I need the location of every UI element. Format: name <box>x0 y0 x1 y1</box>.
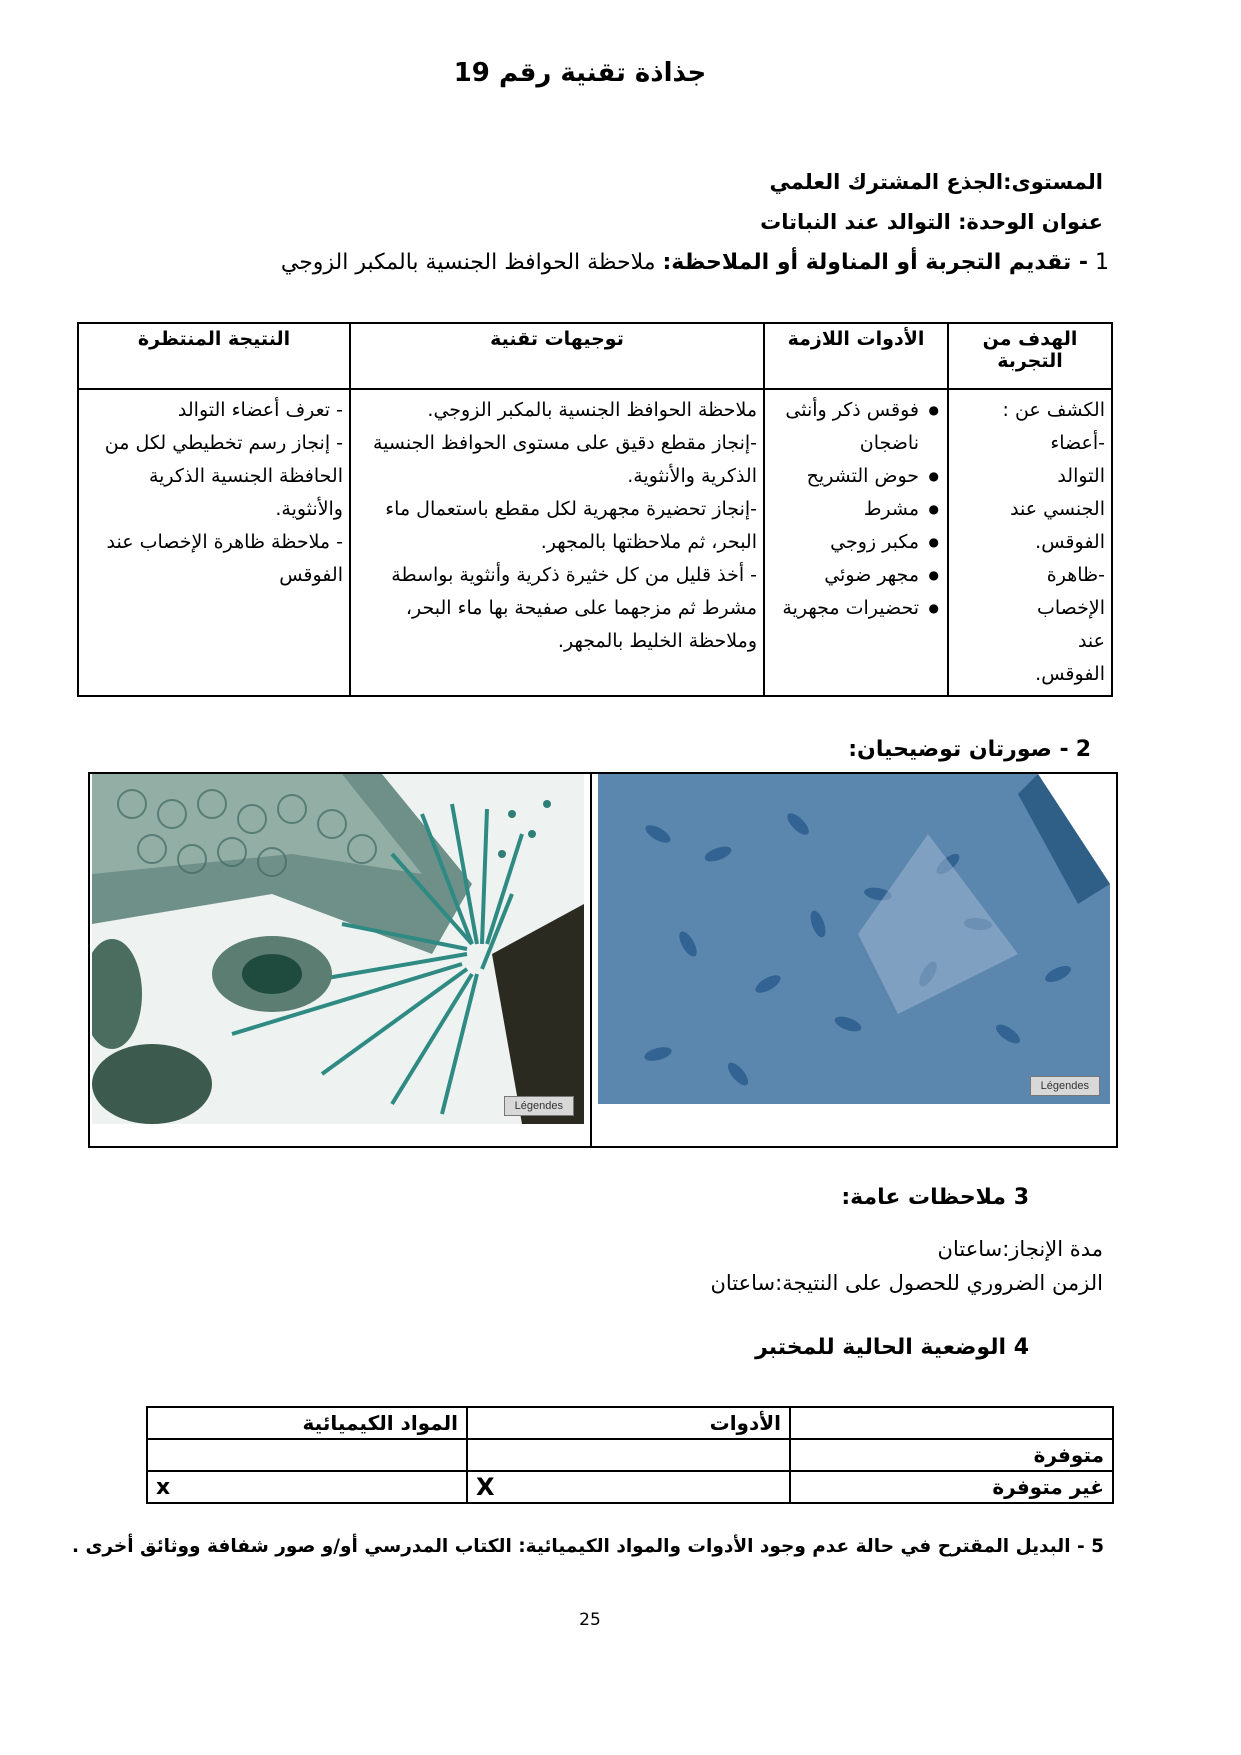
legend-button-right[interactable]: Légendes <box>1030 1076 1100 1096</box>
goal-line: التوالد <box>1057 465 1105 487</box>
level-line: المستوى:الجذع المشترك العلمي <box>769 170 1103 194</box>
result-line: - إنجاز رسم تخطيطي لكل من الحافظة الجنسية الذكرية والأنثوية. <box>104 432 343 520</box>
photos-frame <box>88 772 1118 1148</box>
section1-text: ملاحظة الحوافظ الجنسية بالمكبر الزوجي <box>280 250 656 275</box>
goal-line: الجنسي عند <box>1010 498 1105 520</box>
page-number: 25 <box>579 1610 601 1630</box>
header-instructions: توجيهات تقنية <box>350 323 764 389</box>
tool-item: ● تحضيرات مجهرية <box>771 592 919 625</box>
section4-label: الوضعية الحالية للمختبر <box>755 1335 1007 1360</box>
tools-cell <box>764 389 948 696</box>
legend-button-left[interactable]: Légendes <box>504 1096 574 1116</box>
photo-divider <box>590 774 592 1146</box>
result-line: - تعرف أعضاء التوالد <box>177 399 343 421</box>
section1-label: - تقديم التجربة أو المناولة أو الملاحظة: <box>662 250 1088 275</box>
instructions-cell <box>350 389 764 696</box>
section3-number: 3 <box>1013 1185 1029 1210</box>
microscope-image-left <box>92 774 584 1124</box>
section5-line: 5 - البديل المقترح في حالة عدم وجود الأدوات والمواد الكيميائية: الكتاب المدرسي أو/و صور شفافة ووثائق أخرى . <box>72 1536 1104 1557</box>
instruction-line: - أخذ قليل من كل خثيرة ذكرية وأنثوية بواسطة مشرط ثم مزجهما على صفيحة بها ماء البحر، وملاحظة الخليط بالمجهر. <box>391 564 757 652</box>
tool-item: ● مشرط <box>771 493 919 526</box>
lab-row-unavailable: غير متوفرة <box>790 1471 1113 1503</box>
tool-item: ● مجهر ضوئي <box>771 559 919 592</box>
section2-number: 2 <box>1075 737 1091 762</box>
experiment-table <box>77 322 1113 697</box>
tool-item: ● فوقس ذكر وأنثى ناضجان <box>771 394 919 460</box>
page-title: جذاذة تقنية رقم 19 <box>453 58 707 88</box>
section4-heading <box>755 1335 1029 1360</box>
goal-line: -أعضاء <box>1050 432 1105 454</box>
section4-number: 4 <box>1013 1335 1029 1360</box>
goal-line: الفوقس. <box>1035 663 1105 685</box>
lab-cell <box>467 1439 790 1471</box>
lab-row-available: متوفرة <box>790 1439 1113 1471</box>
goal-line: عند <box>1077 630 1105 652</box>
duration-line: مدة الإنجاز:ساعتان <box>937 1237 1103 1261</box>
result-line: - ملاحظة ظاهرة الإخصاب عند الفوقس <box>106 531 343 586</box>
time-needed-line: الزمن الضروري للحصول على النتيجة:ساعتان <box>710 1271 1103 1295</box>
goal-cell <box>948 389 1112 696</box>
lab-header-tools: الأدوات <box>467 1407 790 1439</box>
tool-item: ● مكبر زوجي <box>771 526 919 559</box>
section1-heading <box>281 250 1109 275</box>
instruction-line: -إنجاز مقطع دقيق على مستوى الحوافظ الجنسية الذكرية والأنثوية. <box>373 432 757 487</box>
lab-header-chem: المواد الكيميائية <box>147 1407 467 1439</box>
section3-label: ملاحظات عامة: <box>841 1185 1007 1210</box>
section2-label: - صورتان توضيحيان: <box>848 737 1069 762</box>
unit-line: عنوان الوحدة: التوالد عند النباتات <box>760 210 1103 234</box>
photo-female-conceptacle <box>598 774 1110 1124</box>
lab-chem-unavailable-mark: x <box>147 1471 467 1503</box>
section2-heading <box>848 737 1091 762</box>
header-goal: الهدف من التجربة <box>948 323 1112 389</box>
section3-heading <box>841 1185 1029 1210</box>
tool-item: ● حوض التشريح <box>771 460 919 493</box>
lab-cell <box>147 1439 467 1471</box>
photo-male-conceptacle <box>92 774 584 1124</box>
goal-line: -ظاهرة <box>1046 564 1105 586</box>
results-cell <box>78 389 350 696</box>
section1-number: 1 <box>1095 250 1109 275</box>
goal-line: الفوقس. <box>1035 531 1105 553</box>
microscope-image-right <box>598 774 1110 1104</box>
goal-line: الكشف عن : <box>1002 399 1105 421</box>
header-tools: الأدوات اللازمة <box>764 323 948 389</box>
lab-status-table <box>146 1406 1114 1504</box>
instruction-line: -إنجاز تحضيرة مجهرية لكل مقطع باستعمال ماء البحر، ثم ملاحظتها بالمجهر. <box>385 498 757 553</box>
goal-line: الإخصاب <box>1036 597 1105 619</box>
instruction-line: ملاحظة الحوافظ الجنسية بالمكبر الزوجي. <box>427 399 757 421</box>
lab-empty-header <box>790 1407 1113 1439</box>
lab-tools-unavailable-mark: X <box>467 1471 790 1503</box>
header-results: النتيجة المنتظرة <box>78 323 350 389</box>
